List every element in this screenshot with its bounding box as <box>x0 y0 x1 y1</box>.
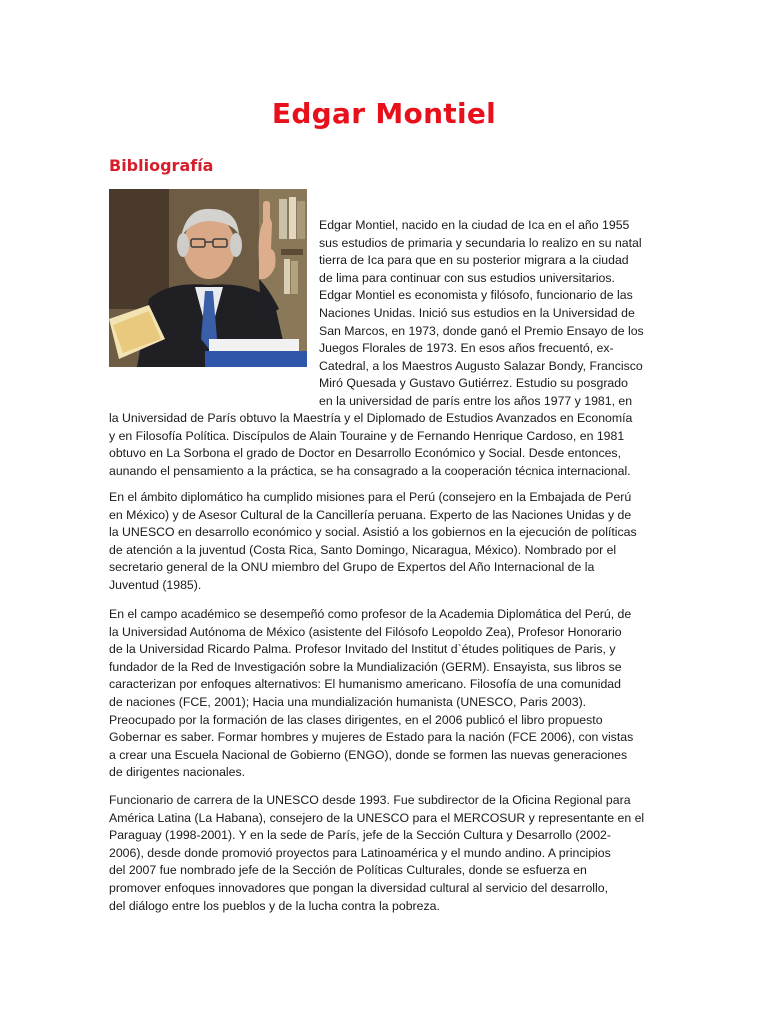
text-line: Naciones Unidas. Inició sus estudios en la Universidad de <box>319 305 635 320</box>
text-line: la Universidad Autónoma de México (asistente del Filósofo Leopoldo Zea), Profesor Honorario <box>109 624 622 639</box>
text-line: Preocupado por la formación de las clases dirigentes, en el 2006 publicó el libro propuesto <box>109 712 603 727</box>
text-line: En el ámbito diplomático ha cumplido misiones para el Perú (consejero en la Embajada de Perú <box>109 490 632 504</box>
text-line: Gobernar es saber. Formar hombres y mujeres de Estado para la nación (FCE 2006), con vistas <box>109 730 634 745</box>
text-line: en la universidad de parís entre los años 1977 y 1981, en <box>319 393 633 408</box>
text-line: del 2007 fue nombrado jefe de la Sección de Políticas Culturales, donde se esfuerza en <box>109 863 587 878</box>
text-line: Paraguay (1998-2001). Y en la sede de París, jefe de la Sección Cultura y Desarrollo (2002- <box>109 828 611 843</box>
section-heading: Bibliografía <box>109 156 214 175</box>
text-line: y en Filosofía Política. Discípulos de Alain Touraine y de Fernando Henrique Cardoso, en 1981 <box>109 428 625 443</box>
text-line: de dirigentes nacionales. <box>109 765 246 780</box>
text-line: aunando el pensamiento a la práctica, se ha consagrado a la cooperación técnica internacional. <box>109 463 631 478</box>
text-line: de la Universidad Ricardo Palma. Profesor Invitado del Institut d`études politiques de Paris, y <box>109 642 616 657</box>
portrait-photo <box>109 189 307 367</box>
text-line: la Universidad de París obtuvo la Maestría y el Diplomado de Estudios Avanzados en Economía <box>109 411 633 425</box>
text-line: América Latina (La Habana), consejero de la UNESCO para el MERCOSUR y representante en el <box>109 810 645 825</box>
text-line: la UNESCO en desarrollo económico y social. Asistió a los gobiernos en la ejecución de políticas <box>109 525 637 540</box>
text-line: San Marcos, en 1973, donde ganó el Premio Ensayo de los <box>319 323 644 338</box>
text-line: Edgar Montiel, nacido en la ciudad de Ica en el año 1955 <box>319 218 630 232</box>
text-line: fundador de la Red de Investigación sobre la Mundialización (GERM). Ensayista, sus libros se <box>109 659 622 674</box>
text-line: En el campo académico se desempeñó como profesor de la Academia Diplomática del Perú, de <box>109 607 632 621</box>
text-line: sus estudios de primaria y secundaria lo realizo en su natal <box>319 235 642 250</box>
intro-paragraph-continued <box>109 410 659 480</box>
text-line: del diálogo entre los pueblos y de la lucha contra la pobreza. <box>109 898 440 913</box>
text-line: caracterizan por enfoques alternativos: El humanismo americano. Filosofía de una comunidad <box>109 677 621 692</box>
text-line: Catedral, a los Maestros Augusto Salazar Bondy, Francisco <box>319 358 643 373</box>
text-line: a crear una Escuela Nacional de Gobierno (ENGO), donde se formen las nuevas generaciones <box>109 747 628 762</box>
intro-paragraph <box>319 217 659 411</box>
text-line: obtuvo en La Sorbona el grado de Doctor en Desarrollo Económico y Social. Desde entonces, <box>109 446 621 461</box>
unesco-career-paragraph <box>109 792 659 915</box>
text-line: Juegos Florales de 1973. En esos años frecuentó, ex- <box>319 341 614 356</box>
text-line: de naciones (FCE, 2001); Hacia una mundialización humanista (UNESCO, Paris 2003). <box>109 694 587 709</box>
text-line: tierra de Ica para que en su posterior migrara a la ciudad <box>319 253 629 268</box>
text-line: Miró Quesada y Gustavo Gutiérrez. Estudio su posgrado <box>319 376 628 391</box>
text-line: secretario general de la ONU miembro del Grupo de Expertos del Año Internacional de la <box>109 560 595 575</box>
text-line: promover enfoques innovadores que pongan la diversidad cultural al servicio del desarrollo, <box>109 880 609 895</box>
text-line: Edgar Montiel es economista y filósofo, funcionario de las <box>319 288 633 303</box>
page-title: Edgar Montiel <box>271 97 497 130</box>
text-line: en México) y de Asesor Cultural de la Cancillería peruana. Experto de las Naciones Unidas y de <box>109 507 632 522</box>
text-line: Juventud (1985). <box>109 577 202 592</box>
text-line: 2006), desde donde promovió proyectos para Latinoamérica y el mundo andino. A principios <box>109 845 611 860</box>
text-line: de atención a la juventud (Costa Rica, Santo Domingo, Nicaragua, México). Nombrado por el <box>109 542 617 557</box>
text-line: Funcionario de carrera de la UNESCO desde 1993. Fue subdirector de la Oficina Regional para <box>109 793 631 807</box>
text-line: de lima para continuar con sus estudios universitarios. <box>319 270 615 285</box>
diplomatic-paragraph <box>109 489 659 595</box>
academic-paragraph <box>109 606 659 782</box>
